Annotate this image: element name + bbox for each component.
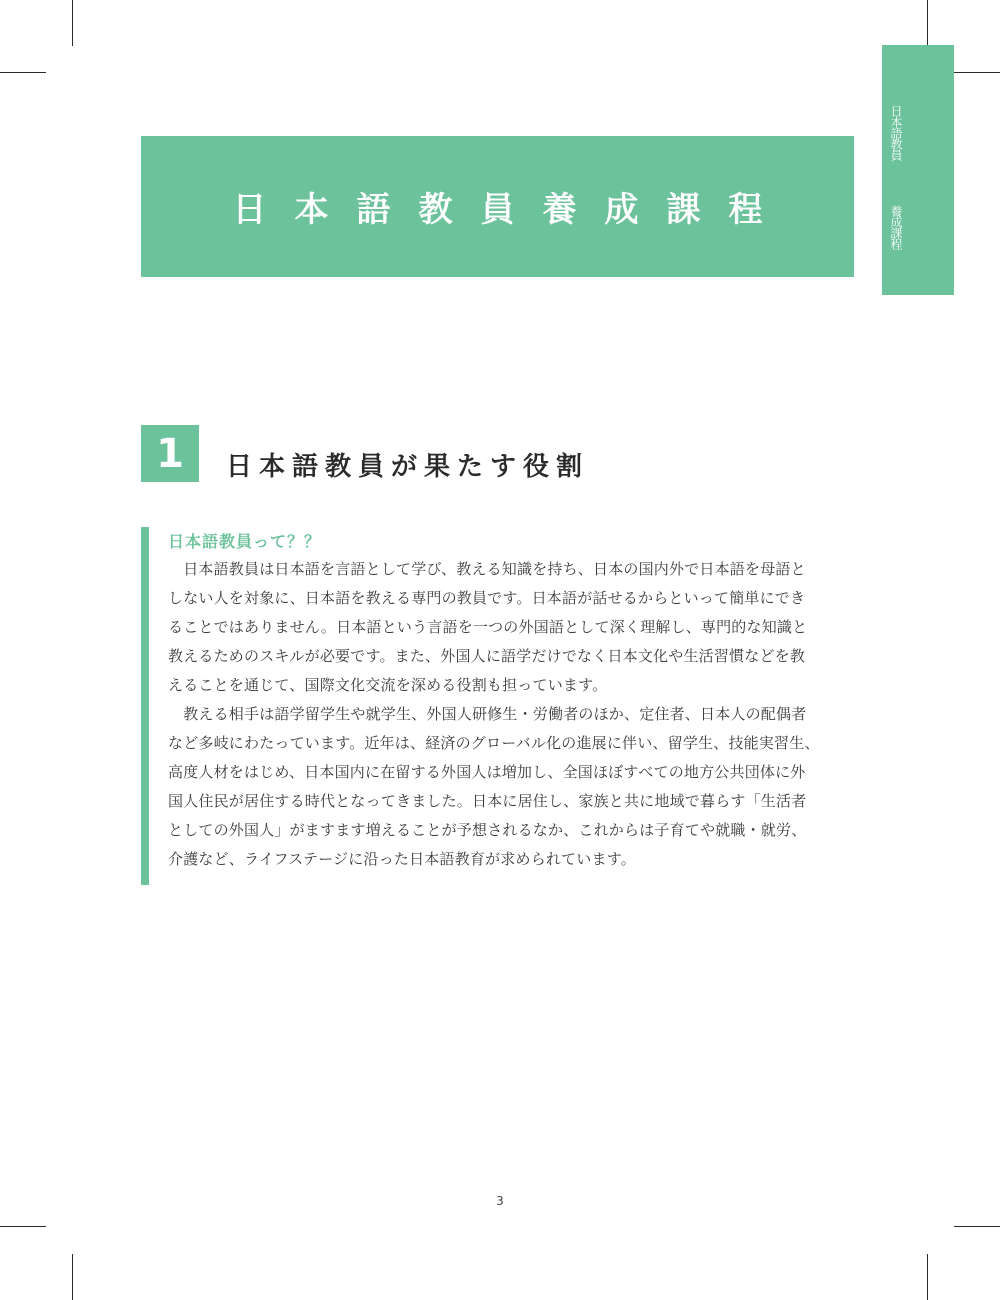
crop-mark-bottom-right-h <box>954 1226 1000 1227</box>
crop-mark-top-right-h <box>954 72 1000 73</box>
subheading: 日本語教員って？？ <box>168 532 322 551</box>
body-line: 高度人材をはじめ、日本国内に在留する外国人は増加し、全国ほぼすべての地方公共団体に外 <box>168 763 806 781</box>
body-line: えることを通じて、国際文化交流を深める役割も担っています。 <box>168 676 608 694</box>
side-tab-line2: 養成課程 <box>889 205 903 249</box>
crop-mark-bottom-right-v <box>927 1254 928 1300</box>
body-line: 教える相手は語学留学生や就学生、外国人研修生・労働者のほか、定住者、日本人の配偶者 <box>168 705 807 723</box>
body-line: しない人を対象に、日本語を教える専門の教員です。日本語が話せるからといって簡単にでき <box>168 589 806 607</box>
body-line: ることではありません。日本語という言語を一つの外国語として深く理解し、専門的な知識と <box>168 618 808 636</box>
body-line: 介護など、ライフステージに沿った日本語教育が求められています。 <box>168 850 636 868</box>
crop-mark-top-left-h <box>0 72 46 73</box>
crop-mark-bottom-left-h <box>0 1226 46 1227</box>
page-number: 3 <box>496 1194 504 1208</box>
body-line: 日本語教員は日本語を言語として学び、教える知識を持ち、日本の国内外で日本語を母語と <box>168 560 806 578</box>
body-text <box>168 555 858 874</box>
page-title: 日本語教員養成課程 <box>232 190 791 230</box>
crop-mark-top-left-v <box>72 0 73 46</box>
title-banner <box>141 136 854 277</box>
body-line: 国人住民が居住する時代となってきました。日本に居住し、家族と共に地域で暮らす「生活者 <box>168 792 807 810</box>
side-tab-line1: 日本語教員 <box>889 105 903 160</box>
body-line: としての外国人」がますます増えることが予想されるなか、これからは子育てや就職・就労、 <box>168 821 807 839</box>
body-line: 教えるためのスキルが必要です。また、外国人に語学だけでなく日本文化や生活習慣などを教 <box>168 647 806 665</box>
section-number-badge: 1 <box>141 425 199 482</box>
crop-mark-top-right-v <box>927 0 928 46</box>
body-line: など多岐にわたっています。近年は、経済のグローバル化の進展に伴い、留学生、技能実習生、 <box>168 734 820 752</box>
body-accent-bar <box>141 527 149 885</box>
section-title: 日本語教員が果たす役割 <box>226 452 590 482</box>
crop-mark-bottom-left-v <box>72 1254 73 1300</box>
